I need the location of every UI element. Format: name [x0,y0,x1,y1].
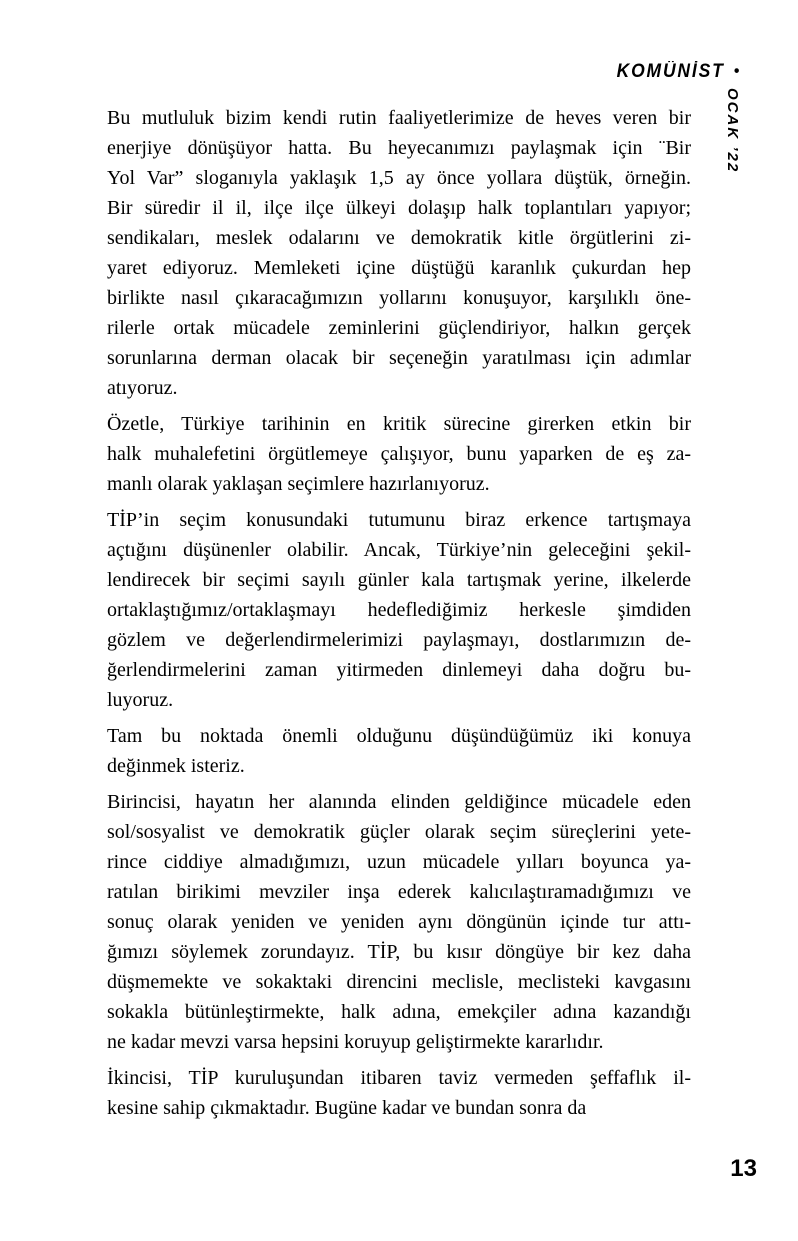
text-line: TİP’in seçim konusundaki tutumunu biraz erkence tartışmaya [107,509,691,531]
text-line: İkincisi, TİP kuruluşundan itibaren taviz vermeden şeffaflık il- [107,1067,691,1089]
paragraph [107,1063,691,1123]
text-line: ğımızı söylemek zorundayız. TİP, bu kısır döngüye bir kez daha [107,941,691,963]
text-line: değinmek isteriz. [107,755,245,777]
text-line: enerjiye dönüşüyor hatta. Bu heyecanımızı paylaşmak için ¨Bir [107,137,691,159]
text-line: yaret ediyoruz. Memleketi içine düştüğü karanlık çukurdan hep [107,257,691,279]
text-line: sokakla bütünleştirmekte, halk adına, emekçiler adına kazandığı [107,1001,691,1023]
text-line: lendirecek bir seçimi sayılı günler kala tartışmak yerine, ilkelerde [107,569,691,591]
text-line: ğerlendirmelerini zaman yitirmeden dinlemeyi daha doğru bu- [107,659,691,681]
text-line: sonuç olarak yeniden ve yeniden aynı döngünün içinde tur attı- [107,911,691,933]
page-number: 13 [730,1155,757,1182]
text-line: rilerle ortak mücadele zeminlerini güçlendiriyor, halkın gerçek [107,317,691,339]
text-line: sendikaları, meslek odalarını ve demokratik kitle örgütlerini zi- [107,227,691,249]
text-line: halk muhalefetini örgütlemeye çalışıyor, bunu yaparken de eş za- [107,443,691,465]
text-line: atıyoruz. [107,377,178,399]
text-line: kesine sahip çıkmaktadır. Bugüne kadar ve bundan sonra da [107,1097,587,1119]
text-line: Birincisi, hayatın her alanında elinden geldiğince mücadele eden [107,791,691,813]
text-line: açtığını düşünenler olabilir. Ancak, Türkiye’nin geleceğini şekil- [107,539,691,561]
paragraph [107,787,691,1057]
bullet-icon: • [733,61,739,80]
text-line: rince ciddiye almadığımızı, uzun mücadele yılları boyunca ya- [107,851,691,873]
text-line: Yol Var” sloganıyla yaklaşık 1,5 ay önce yollara düştük, örneğin. [107,167,691,189]
text-line: Bu mutluluk bizim kendi rutin faaliyetlerimize de heves veren bir [107,107,691,129]
text-line: sol/sosyalist ve demokratik güçler olarak seçim süreçlerini yete- [107,821,691,843]
text-line: Tam bu noktada önemli olduğunu düşündüğümüz iki konuya [107,725,691,747]
masthead [616,61,739,83]
article-body [107,103,691,1123]
paragraph [107,103,691,403]
text-line: ratılan birikimi mevziler inşa ederek kalıcılaştıramadığımızı ve [107,881,691,903]
text-line: ortaklaştığımız/ortaklaşmayı hedeflediğimiz herkesle şimdiden [107,599,691,621]
text-line: ne kadar mevzi varsa hepsini koruyup geliştirmekte kararlıdır. [107,1031,604,1053]
text-line: düşmemekte ve sokaktaki direncini meclisle, meclisteki kavgasını [107,971,691,993]
text-line: birlikte nasıl çıkaracağımızın yollarını konuşuyor, karşılıklı öne- [107,287,691,309]
text-line: Özetle, Türkiye tarihinin en kritik sürecine girerken etkin bir [107,413,691,435]
paragraph [107,409,691,499]
text-line: manlı olarak yaklaşan seçimlere hazırlanıyoruz. [107,473,490,495]
text-line: luyoruz. [107,689,174,711]
journal-title: KOMÜNİST [616,61,725,82]
text-line: Bir süredir il il, ilçe ilçe ülkeyi dolaşıp halk toplantıları yapıyor; [107,197,691,219]
paragraph [107,505,691,715]
text-line: sorunlarına derman olacak bir seçeneğin yaratılması için adımlar [107,347,691,369]
paragraph [107,721,691,781]
text-line: gözlem ve değerlendirmelerimizi paylaşmayı, dostlarımızın de- [107,629,691,651]
issue-date: OCAK ’22 [724,88,741,174]
